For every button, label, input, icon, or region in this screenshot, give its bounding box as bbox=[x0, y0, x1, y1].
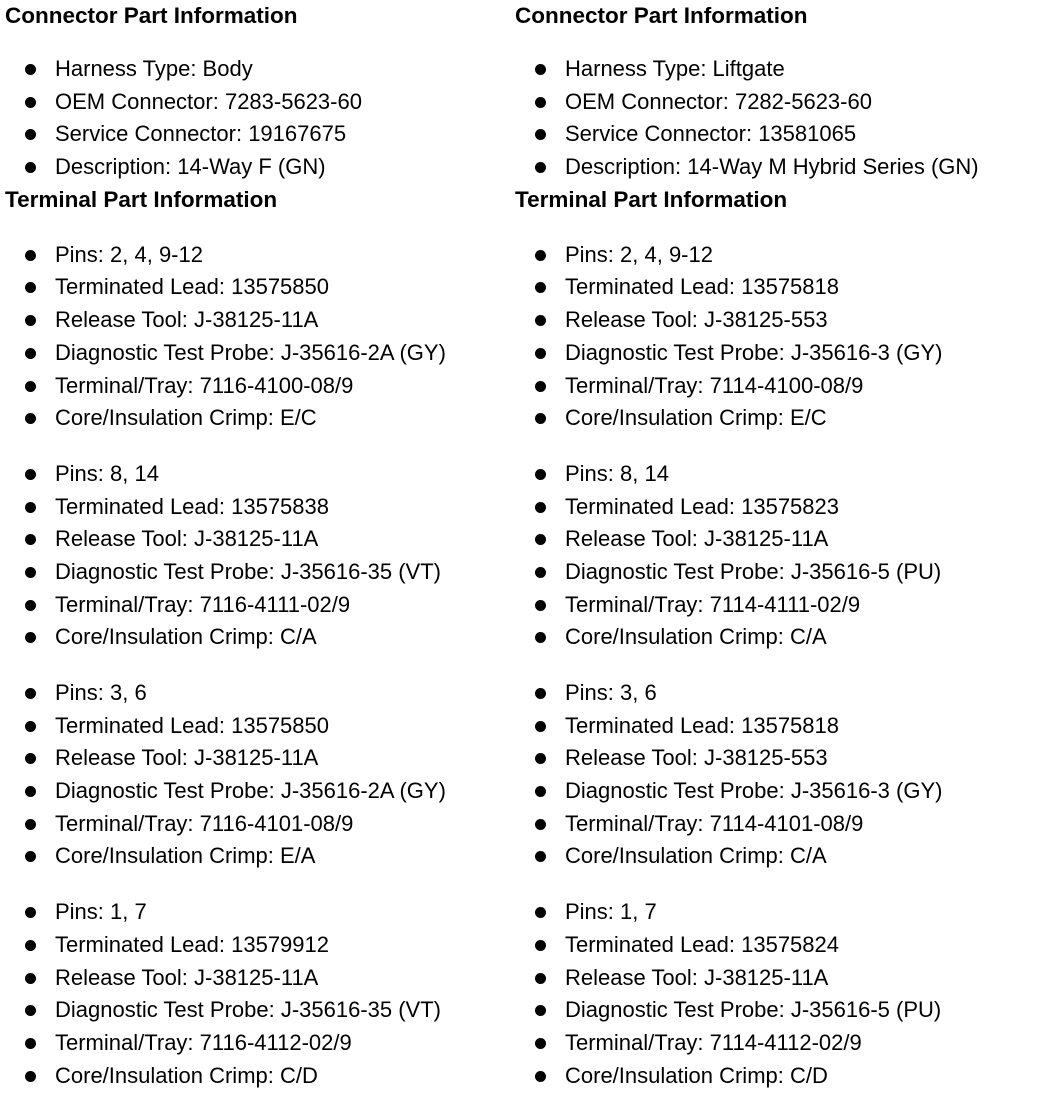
terminated-lead: Terminated Lead: 13575824 bbox=[565, 931, 839, 957]
list-item bbox=[515, 1027, 1055, 1060]
pins: Pins: 8, 14 bbox=[55, 460, 159, 486]
bullet-icon bbox=[535, 688, 546, 699]
bullet-icon bbox=[535, 129, 546, 140]
terminal-tray: Terminal/Tray: 7116-4100-08/9 bbox=[55, 372, 354, 398]
bullet-icon bbox=[25, 1005, 36, 1016]
left-column bbox=[5, 0, 510, 1092]
diagnostic-test-probe: Diagnostic Test Probe: J-35616-35 (VT) bbox=[55, 558, 441, 584]
diagnostic-test-probe: Diagnostic Test Probe: J-35616-5 (PU) bbox=[565, 997, 942, 1023]
list-item bbox=[515, 458, 1055, 491]
terminated-lead: Terminated Lead: 13575823 bbox=[565, 493, 839, 519]
diagnostic-test-probe: Diagnostic Test Probe: J-35616-2A (GY) bbox=[55, 778, 446, 804]
list-item bbox=[515, 151, 1055, 184]
list-item bbox=[5, 458, 510, 491]
list-item bbox=[515, 491, 1055, 524]
release-tool: Release Tool: J-38125-553 bbox=[565, 745, 828, 771]
list-item bbox=[515, 271, 1055, 304]
terminated-lead: Terminated Lead: 13575818 bbox=[565, 274, 839, 300]
list-item bbox=[515, 896, 1055, 929]
pins: Pins: 1, 7 bbox=[565, 899, 657, 925]
list-item bbox=[5, 621, 510, 654]
list-item bbox=[5, 337, 510, 370]
release-tool: Release Tool: J-38125-11A bbox=[55, 964, 319, 990]
terminal-heading: Terminal Part Information bbox=[5, 186, 278, 212]
list-item bbox=[5, 677, 510, 710]
list-item bbox=[5, 994, 510, 1027]
release-tool: Release Tool: J-38125-11A bbox=[565, 964, 829, 990]
terminal-tray: Terminal/Tray: 7116-4112-02/9 bbox=[55, 1029, 352, 1055]
list-item bbox=[5, 1027, 510, 1060]
list-item bbox=[5, 370, 510, 403]
bullet-icon bbox=[25, 907, 36, 918]
bullet-icon bbox=[25, 721, 36, 732]
list-item bbox=[515, 370, 1055, 403]
bullet-icon bbox=[535, 413, 546, 424]
bullet-icon bbox=[535, 973, 546, 984]
bullet-icon bbox=[25, 1038, 36, 1049]
list-item bbox=[5, 271, 510, 304]
bullet-icon bbox=[25, 567, 36, 578]
terminal-tray: Terminal/Tray: 7114-4101-08/9 bbox=[565, 810, 864, 836]
service-connector: Service Connector: 13581065 bbox=[565, 121, 857, 147]
list-item bbox=[5, 710, 510, 743]
terminated-lead: Terminated Lead: 13575838 bbox=[55, 493, 329, 519]
bullet-icon bbox=[535, 1038, 546, 1049]
terminal-group bbox=[515, 677, 1055, 873]
harness-type: Harness Type: Liftgate bbox=[565, 56, 785, 81]
list-item bbox=[5, 86, 510, 119]
bullet-icon bbox=[535, 907, 546, 918]
bullet-icon bbox=[535, 315, 546, 326]
list-item bbox=[515, 402, 1055, 435]
pins: Pins: 3, 6 bbox=[565, 680, 657, 705]
connector-heading: Connector Part Information bbox=[5, 3, 298, 28]
bullet-icon bbox=[535, 162, 546, 173]
bullet-icon bbox=[25, 348, 36, 359]
terminated-lead: Terminated Lead: 13579912 bbox=[55, 931, 329, 957]
bullet-icon bbox=[25, 1071, 36, 1082]
core-insulation-crimp: Core/Insulation Crimp: E/C bbox=[565, 405, 827, 431]
release-tool: Release Tool: J-38125-11A bbox=[565, 526, 829, 552]
oem-connector: OEM Connector: 7283-5623-60 bbox=[55, 88, 362, 114]
bullet-icon bbox=[535, 600, 546, 611]
list-item bbox=[515, 742, 1055, 775]
list-item bbox=[515, 556, 1055, 589]
terminal-tray: Terminal/Tray: 7114-4100-08/9 bbox=[565, 372, 864, 398]
oem-connector: OEM Connector: 7282-5623-60 bbox=[565, 88, 872, 114]
release-tool: Release Tool: J-38125-11A bbox=[55, 307, 319, 333]
bullet-icon bbox=[535, 753, 546, 764]
bullet-icon bbox=[535, 250, 546, 261]
pins: Pins: 3, 6 bbox=[55, 680, 147, 705]
pins: Pins: 1, 7 bbox=[55, 899, 147, 925]
terminal-group bbox=[515, 896, 1055, 1092]
terminal-heading: Terminal Part Information bbox=[515, 186, 788, 212]
pins: Pins: 2, 4, 9-12 bbox=[55, 241, 203, 267]
core-insulation-crimp: Core/Insulation Crimp: C/A bbox=[565, 843, 827, 869]
bullet-icon bbox=[25, 973, 36, 984]
bullet-icon bbox=[25, 282, 36, 293]
description: Description: 14-Way M Hybrid Series (GN) bbox=[565, 154, 979, 180]
list-item bbox=[515, 523, 1055, 556]
terminated-lead: Terminated Lead: 13575850 bbox=[55, 274, 329, 300]
list-item bbox=[5, 118, 510, 151]
bullet-icon bbox=[25, 786, 36, 797]
bullet-icon bbox=[25, 469, 36, 480]
list-item bbox=[5, 491, 510, 524]
bullet-icon bbox=[535, 819, 546, 830]
pins: Pins: 8, 14 bbox=[565, 460, 669, 486]
release-tool: Release Tool: J-38125-11A bbox=[55, 526, 319, 552]
bullet-icon bbox=[25, 315, 36, 326]
list-item bbox=[515, 53, 1055, 86]
list-item bbox=[515, 621, 1055, 654]
bullet-icon bbox=[535, 282, 546, 293]
connector-list bbox=[5, 53, 510, 184]
release-tool: Release Tool: J-38125-553 bbox=[565, 307, 828, 333]
list-item bbox=[5, 304, 510, 337]
pins: Pins: 2, 4, 9-12 bbox=[565, 241, 713, 267]
list-item bbox=[515, 86, 1055, 119]
bullet-icon bbox=[535, 502, 546, 513]
list-item bbox=[515, 677, 1055, 710]
description: Description: 14-Way F (GN) bbox=[55, 154, 326, 180]
bullet-icon bbox=[25, 162, 36, 173]
terminal-group bbox=[515, 239, 1055, 435]
bullet-icon bbox=[25, 502, 36, 513]
bullet-icon bbox=[25, 688, 36, 699]
core-insulation-crimp: Core/Insulation Crimp: C/D bbox=[55, 1062, 318, 1088]
bullet-icon bbox=[25, 851, 36, 862]
bullet-icon bbox=[535, 381, 546, 392]
list-item bbox=[5, 840, 510, 873]
list-item bbox=[515, 710, 1055, 743]
list-item bbox=[515, 962, 1055, 995]
core-insulation-crimp: Core/Insulation Crimp: E/C bbox=[55, 405, 317, 431]
diagnostic-test-probe: Diagnostic Test Probe: J-35616-3 (GY) bbox=[565, 339, 943, 365]
bullet-icon bbox=[535, 97, 546, 108]
core-insulation-crimp: Core/Insulation Crimp: C/A bbox=[55, 624, 317, 650]
list-item bbox=[5, 896, 510, 929]
diagnostic-test-probe: Diagnostic Test Probe: J-35616-35 (VT) bbox=[55, 997, 441, 1023]
list-item bbox=[515, 337, 1055, 370]
terminal-group bbox=[5, 896, 510, 1092]
list-item bbox=[5, 929, 510, 962]
core-insulation-crimp: Core/Insulation Crimp: C/D bbox=[565, 1062, 828, 1088]
bullet-icon bbox=[535, 1071, 546, 1082]
bullet-icon bbox=[535, 786, 546, 797]
bullet-icon bbox=[25, 97, 36, 108]
diagnostic-test-probe: Diagnostic Test Probe: J-35616-5 (PU) bbox=[565, 558, 942, 584]
bullet-icon bbox=[535, 348, 546, 359]
bullet-icon bbox=[25, 250, 36, 261]
list-item bbox=[5, 239, 510, 272]
bullet-icon bbox=[535, 469, 546, 480]
list-item bbox=[5, 775, 510, 808]
bullet-icon bbox=[535, 64, 546, 75]
bullet-icon bbox=[25, 600, 36, 611]
terminal-tray: Terminal/Tray: 7114-4112-02/9 bbox=[565, 1029, 862, 1055]
list-item bbox=[515, 929, 1055, 962]
bullet-icon bbox=[25, 129, 36, 140]
list-item bbox=[515, 589, 1055, 622]
bullet-icon bbox=[25, 940, 36, 951]
list-item bbox=[515, 239, 1055, 272]
list-item bbox=[5, 962, 510, 995]
connector-heading: Connector Part Information bbox=[515, 3, 808, 28]
bullet-icon bbox=[25, 381, 36, 392]
bullet-icon bbox=[25, 753, 36, 764]
list-item bbox=[515, 840, 1055, 873]
bullet-icon bbox=[535, 851, 546, 862]
terminal-group bbox=[515, 458, 1055, 654]
list-item bbox=[515, 1060, 1055, 1093]
terminal-tray: Terminal/Tray: 7114-4111-02/9 bbox=[565, 591, 861, 617]
list-item bbox=[5, 53, 510, 86]
list-item bbox=[515, 118, 1055, 151]
connector-list bbox=[515, 53, 1055, 184]
list-item bbox=[5, 151, 510, 184]
release-tool: Release Tool: J-38125-11A bbox=[55, 745, 319, 771]
bullet-icon bbox=[535, 632, 546, 643]
bullet-icon bbox=[25, 632, 36, 643]
bullet-icon bbox=[535, 1005, 546, 1016]
list-item bbox=[515, 994, 1055, 1027]
list-item bbox=[5, 402, 510, 435]
bullet-icon bbox=[535, 940, 546, 951]
terminal-tray: Terminal/Tray: 7116-4111-02/9 bbox=[55, 591, 351, 617]
terminal-group bbox=[5, 458, 510, 654]
list-item bbox=[5, 589, 510, 622]
diagnostic-test-probe: Diagnostic Test Probe: J-35616-2A (GY) bbox=[55, 339, 446, 365]
bullet-icon bbox=[535, 721, 546, 732]
terminated-lead: Terminated Lead: 13575850 bbox=[55, 712, 329, 738]
list-item bbox=[5, 523, 510, 556]
bullet-icon bbox=[535, 567, 546, 578]
list-item bbox=[515, 304, 1055, 337]
diagnostic-test-probe: Diagnostic Test Probe: J-35616-3 (GY) bbox=[565, 778, 943, 804]
list-item bbox=[5, 556, 510, 589]
list-item bbox=[515, 808, 1055, 841]
bullet-icon bbox=[25, 819, 36, 830]
terminated-lead: Terminated Lead: 13575818 bbox=[565, 712, 839, 738]
bullet-icon bbox=[535, 534, 546, 545]
core-insulation-crimp: Core/Insulation Crimp: E/A bbox=[55, 843, 316, 869]
list-item bbox=[5, 742, 510, 775]
terminal-tray: Terminal/Tray: 7116-4101-08/9 bbox=[55, 810, 354, 836]
bullet-icon bbox=[25, 64, 36, 75]
right-column bbox=[515, 0, 1055, 1092]
bullet-icon bbox=[25, 413, 36, 424]
terminal-group bbox=[5, 239, 510, 435]
list-item bbox=[515, 775, 1055, 808]
core-insulation-crimp: Core/Insulation Crimp: C/A bbox=[565, 624, 827, 650]
service-connector: Service Connector: 19167675 bbox=[55, 121, 347, 147]
list-item bbox=[5, 808, 510, 841]
harness-type: Harness Type: Body bbox=[55, 56, 253, 81]
terminal-group bbox=[5, 677, 510, 873]
bullet-icon bbox=[25, 534, 36, 545]
list-item bbox=[5, 1060, 510, 1093]
